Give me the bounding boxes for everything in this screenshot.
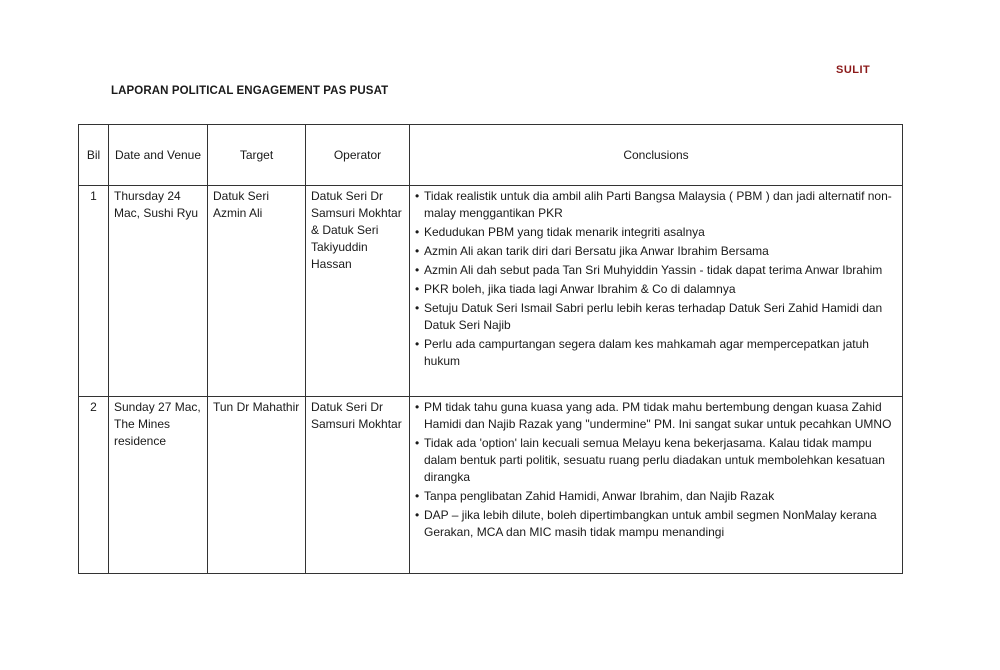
row-number: 2 xyxy=(79,397,109,574)
conclusion-item: • Setuju Datuk Seri Ismail Sabri perlu lebih keras terhadap Datuk Seri Zahid Hamidi dan Datuk Seri Najib xyxy=(415,300,897,334)
date-venue-cell: Thursday 24 Mac, Sushi Ryu xyxy=(109,186,208,397)
conclusions-list xyxy=(415,399,897,541)
conclusion-item: • PKR boleh, jika tiada lagi Anwar Ibrahim & Co di dalamnya xyxy=(415,281,897,298)
operator-cell: Datuk Seri Dr Samsuri Mokhtar xyxy=(306,397,410,574)
engagement-table xyxy=(78,124,903,574)
conclusion-item: • Azmin Ali dah sebut pada Tan Sri Muhyiddin Yassin - tidak dapat terima Anwar Ibrahim xyxy=(415,262,897,279)
operator-cell: Datuk Seri Dr Samsuri Mokhtar & Datuk Seri Takiyuddin Hassan xyxy=(306,186,410,397)
document-title: LAPORAN POLITICAL ENGAGEMENT PAS PUSAT xyxy=(111,85,389,97)
conclusion-item: • Tanpa penglibatan Zahid Hamidi, Anwar Ibrahim, dan Najib Razak xyxy=(415,488,897,505)
header-operator: Operator xyxy=(306,125,410,186)
conclusion-item: • Kedudukan PBM yang tidak menarik integriti asalnya xyxy=(415,224,897,241)
conclusion-item: • Perlu ada campurtangan segera dalam kes mahkamah agar mempercepatkan jatuh hukum xyxy=(415,336,897,370)
conclusions-list xyxy=(415,188,897,370)
table-row xyxy=(79,397,903,574)
conclusion-item: • Tidak ada 'option' lain kecuali semua Melayu kena bekerjasama. Kalau tidak mampu dalam bentuk parti politik, sesuatu ruang perlu diadakan untuk membolehkan kesatuan dirangka xyxy=(415,435,897,486)
conclusion-item: • PM tidak tahu guna kuasa yang ada. PM tidak mahu bertembung dengan kuasa Zahid Hamidi dan Najib Razak yang "undermine" PM. Ini sangat sukar untuk pecahkan UMNO xyxy=(415,399,897,433)
classification-label: SULIT xyxy=(836,64,871,76)
conclusions-cell xyxy=(410,186,903,397)
conclusion-item: • Azmin Ali akan tarik diri dari Bersatu jika Anwar Ibrahim Bersama xyxy=(415,243,897,260)
table-header-row xyxy=(79,125,903,186)
table-row xyxy=(79,186,903,397)
date-venue-cell: Sunday 27 Mac, The Mines residence xyxy=(109,397,208,574)
header-target: Target xyxy=(208,125,306,186)
conclusions-cell xyxy=(410,397,903,574)
header-date-venue: Date and Venue xyxy=(109,125,208,186)
target-cell: Tun Dr Mahathir xyxy=(208,397,306,574)
conclusion-item: • DAP – jika lebih dilute, boleh dipertimbangkan untuk ambil segmen NonMalay kerana Gerakan, MCA dan MIC masih tidak mampu menandingi xyxy=(415,507,897,541)
row-number: 1 xyxy=(79,186,109,397)
header-bil: Bil xyxy=(79,125,109,186)
target-cell: Datuk Seri Azmin Ali xyxy=(208,186,306,397)
header-conclusions: Conclusions xyxy=(410,125,903,186)
conclusion-item: • Tidak realistik untuk dia ambil alih Parti Bangsa Malaysia ( PBM ) dan jadi alternatif non-malay menggantikan PKR xyxy=(415,188,897,222)
